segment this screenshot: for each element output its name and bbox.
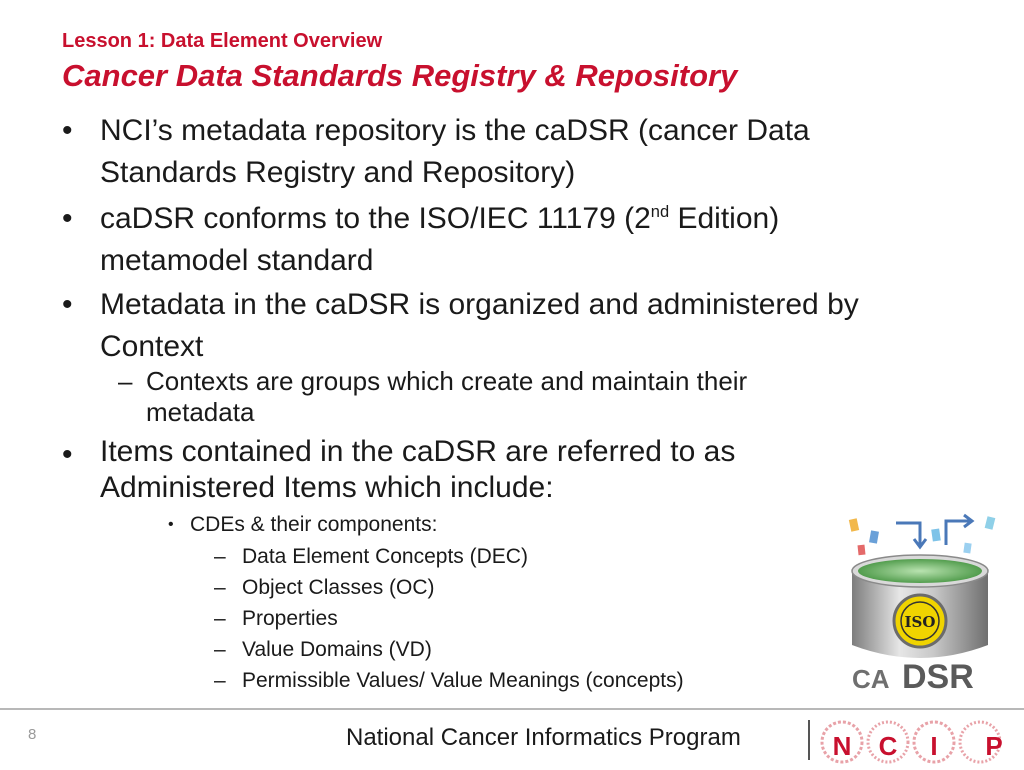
bullet-marker: • xyxy=(62,288,73,321)
bullet-line: NCI’s metadata repository is the caDSR (cancer Data xyxy=(100,114,810,147)
component-text: Properties xyxy=(242,607,338,630)
bullet-text xyxy=(100,110,970,194)
bullet-line: Metadata in the caDSR is organized and administered by xyxy=(100,288,859,321)
cadsr-logo xyxy=(836,505,1004,695)
cadsr-suffix: DSR xyxy=(902,658,974,695)
dash-marker: – xyxy=(214,607,226,630)
bullet-line: Administered Items which include: xyxy=(100,471,554,504)
footer xyxy=(0,708,1024,770)
bullet-marker: • xyxy=(168,516,174,533)
bullet-marker: • xyxy=(62,114,73,147)
dash-marker: – xyxy=(214,669,226,692)
bullet-line: caDSR conforms to the ISO/IEC 11179 (2 xyxy=(100,202,651,235)
bullet-text xyxy=(100,198,970,282)
dash-marker: – xyxy=(118,366,133,396)
nci-letter-i: I xyxy=(930,731,938,761)
nci-letter-p: P xyxy=(985,731,1003,761)
superscript: nd xyxy=(650,203,670,221)
dash-marker: – xyxy=(214,576,226,599)
page-number: 8 xyxy=(28,726,37,743)
bullet-line-end: Edition) xyxy=(669,202,780,235)
program-name: National Cancer Informatics Program xyxy=(346,724,741,751)
component-text: Data Element Concepts (DEC) xyxy=(242,545,528,568)
nci-letter-n: N xyxy=(832,731,852,761)
cde-label: CDEs & their components: xyxy=(190,513,438,536)
bullet-marker: • xyxy=(62,202,73,235)
sub-bullet-text xyxy=(146,366,886,428)
bullet-text xyxy=(100,434,970,506)
dash-marker: – xyxy=(214,545,226,568)
ncip-logo xyxy=(818,712,1024,770)
slide-title: Cancer Data Standards Registry & Repository xyxy=(62,58,738,93)
iso-text: ISO xyxy=(904,613,936,631)
bullet-marker: • xyxy=(62,438,73,471)
footer-divider xyxy=(808,720,810,760)
bullet-line: metadata xyxy=(146,397,255,427)
dash-marker: – xyxy=(214,638,226,661)
cadsr-prefix: CA xyxy=(852,664,890,694)
bullet-text xyxy=(100,284,970,368)
database-cylinder xyxy=(852,555,988,658)
bullet-line: metamodel standard xyxy=(100,244,374,277)
bullet-line: Context xyxy=(100,330,204,363)
component-text: Object Classes (OC) xyxy=(242,576,435,599)
bullet-line: Standards Registry and Repository) xyxy=(100,156,576,189)
data-document-icons xyxy=(849,515,995,555)
bullet-line: Contexts are groups which create and maintain their xyxy=(146,366,748,396)
nci-letter-c: C xyxy=(878,731,898,761)
component-text: Value Domains (VD) xyxy=(242,638,432,661)
lesson-subtitle: Lesson 1: Data Element Overview xyxy=(62,30,383,52)
component-text: Permissible Values/ Value Meanings (concepts) xyxy=(242,669,684,692)
bullet-line: Items contained in the caDSR are referred to as xyxy=(100,435,736,468)
